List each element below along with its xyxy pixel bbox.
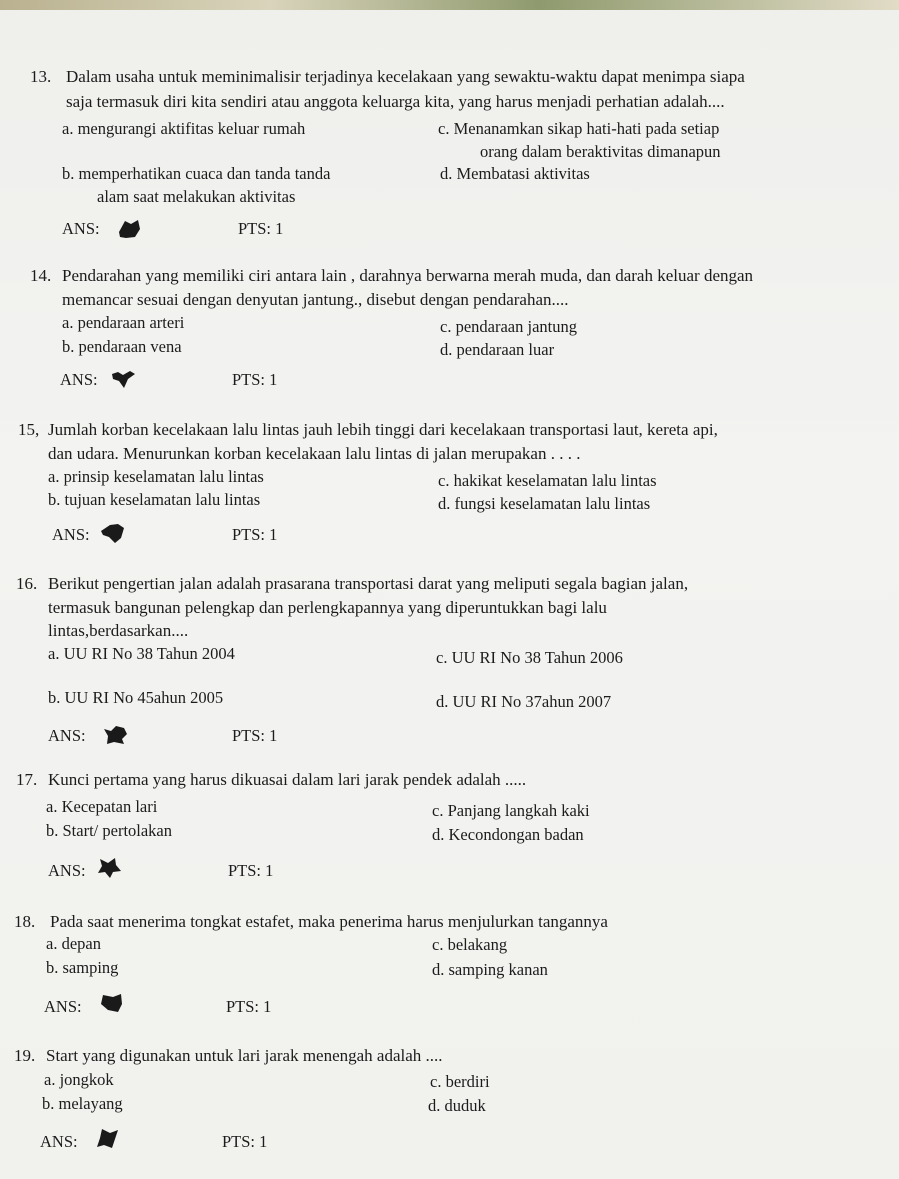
option-b: b. pendaraan vena	[62, 337, 182, 356]
option-b-continued: alam saat melakukan aktivitas	[97, 187, 296, 206]
answer-label: ANS:	[48, 726, 86, 745]
option-a: a. mengurangi aktifitas keluar rumah	[62, 119, 306, 138]
option-d: d. samping kanan	[432, 960, 548, 979]
question-stem-line: saja termasuk diri kita sendiri atau anggota keluarga kita, yang harus menjadi perhatian adalah....	[66, 92, 725, 111]
question-stem-line: lintas,berdasarkan....	[48, 621, 189, 640]
points-label: PTS: 1	[228, 861, 274, 880]
option-b: b. tujuan keselamatan lalu lintas	[48, 490, 261, 509]
option-c: c. Panjang langkah kaki	[432, 801, 590, 820]
question-number: 17.	[16, 770, 38, 789]
option-c: c. berdiri	[430, 1072, 490, 1091]
answer-label: ANS:	[44, 997, 82, 1016]
top-edge-decoration	[0, 0, 899, 10]
points-label: PTS: 1	[232, 525, 278, 544]
question-stem-line: Berikut pengertian jalan adalah prasarana transportasi darat yang meliputi segala bagian jalan,	[48, 574, 689, 593]
question-stem-line: Pada saat menerima tongkat estafet, maka penerima harus menjulurkan tangannya	[50, 912, 608, 931]
answer-blot-icon	[98, 992, 124, 1014]
option-d: d. pendaraan luar	[440, 340, 555, 359]
question-stem-line: Start yang digunakan untuk lari jarak menengah adalah ....	[46, 1046, 443, 1065]
option-a: a. jongkok	[44, 1070, 114, 1089]
option-c: c. belakang	[432, 935, 508, 954]
option-a: a. pendaraan arteri	[62, 313, 185, 332]
question-stem-line: Kunci pertama yang harus dikuasai dalam lari jarak pendek adalah .....	[48, 770, 527, 789]
option-a: a. Kecepatan lari	[46, 797, 158, 816]
question-number: 15,	[18, 420, 40, 439]
question-stem-line: Jumlah korban kecelakaan lalu lintas jauh lebih tinggi dari kecelakaan transportasi laut, kereta api,	[48, 420, 718, 439]
answer-label: ANS:	[48, 861, 86, 880]
points-label: PTS: 1	[222, 1132, 268, 1151]
answer-blot-icon	[96, 857, 122, 879]
question-number: 13.	[30, 67, 52, 86]
points-label: PTS: 1	[238, 219, 284, 238]
option-b: b. samping	[46, 958, 119, 977]
answer-blot-icon	[94, 1127, 120, 1149]
option-c-continued: orang dalam beraktivitas dimanapun	[480, 142, 721, 161]
option-b: b. UU RI No 45ahun 2005	[48, 688, 224, 707]
answer-label: ANS:	[40, 1132, 78, 1151]
answer-blot-icon	[116, 218, 142, 240]
option-d: d. duduk	[428, 1096, 486, 1115]
option-d: d. Kecondongan badan	[432, 825, 584, 844]
option-d: d. Membatasi aktivitas	[440, 164, 590, 183]
option-d: d. UU RI No 37ahun 2007	[436, 692, 612, 711]
question-stem-line: Dalam usaha untuk meminimalisir terjadinya kecelakaan yang sewaktu-waktu dapat menimpa siapa	[66, 67, 745, 86]
question-number: 19.	[14, 1046, 36, 1065]
question-stem-line: memancar sesuai dengan denyutan jantung., disebut dengan pendarahan....	[62, 290, 569, 309]
option-c: c. UU RI No 38 Tahun 2006	[436, 648, 623, 667]
points-label: PTS: 1	[232, 726, 278, 745]
answer-blot-icon	[110, 368, 136, 390]
option-c: c. Menanamkan sikap hati-hati pada setiap	[438, 119, 720, 138]
question-number: 16.	[16, 574, 38, 593]
question-number: 14.	[30, 266, 52, 285]
question-stem-line: Pendarahan yang memiliki ciri antara lain , darahnya berwarna merah muda, dan darah keluar dengan	[62, 266, 754, 285]
option-a: a. UU RI No 38 Tahun 2004	[48, 644, 235, 663]
question-stem-line: termasuk bangunan pelengkap dan perlengkapannya yang diperuntukkan bagi lalu	[48, 598, 607, 617]
option-b: b. memperhatikan cuaca dan tanda tanda	[62, 164, 331, 183]
question-stem-line: dan udara. Menurunkan korban kecelakaan lalu lintas di jalan merupakan . . . .	[48, 444, 581, 463]
option-d: d. fungsi keselamatan lalu lintas	[438, 494, 651, 513]
option-c: c. hakikat keselamatan lalu lintas	[438, 471, 657, 490]
answer-label: ANS:	[60, 370, 98, 389]
answer-label: ANS:	[52, 525, 90, 544]
question-number: 18.	[14, 912, 36, 931]
option-b: b. Start/ pertolakan	[46, 821, 173, 840]
answer-blot-icon	[102, 724, 128, 746]
points-label: PTS: 1	[232, 370, 278, 389]
points-label: PTS: 1	[226, 997, 272, 1016]
option-c: c. pendaraan jantung	[440, 317, 577, 336]
answer-label: ANS:	[62, 219, 100, 238]
option-a: a. depan	[46, 934, 101, 953]
answer-blot-icon	[100, 522, 126, 544]
option-a: a. prinsip keselamatan lalu lintas	[48, 467, 264, 486]
option-b: b. melayang	[42, 1094, 123, 1113]
